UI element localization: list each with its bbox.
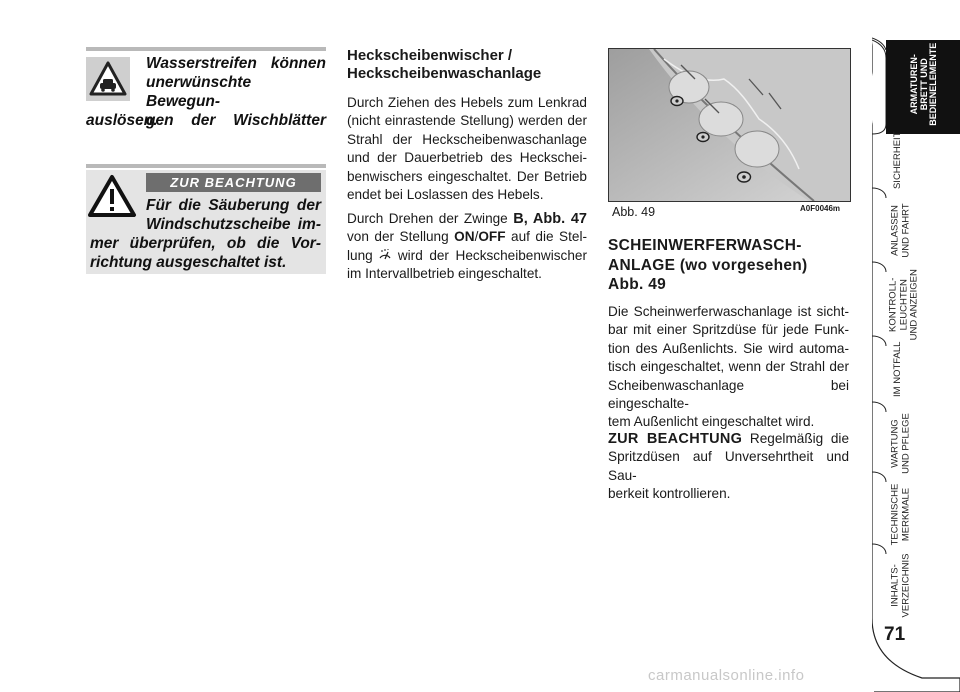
caution-line-1: Wasserstreifen können [146,55,326,72]
figure-label: Abb. 49 [612,205,656,219]
rear-para2-line-2 [347,228,587,246]
caution-line-4: auslösen. [86,112,158,129]
tab-armaturenbrett[interactable]: ARMATUREN- BRETT UND BEDIENELEMENTE [908,42,938,126]
hw-heading-2: ANLAGE (wo vorgesehen) [608,256,808,274]
hw-note-line-1 [608,430,849,448]
rear-para1-line-6: endet bei Loslassen des Hebels. [347,187,544,203]
on-label: ON [454,229,475,245]
skidding-car-icon [86,57,130,101]
rear-para1-line-4: und der Dauerbetrieb des Heckschei- [347,150,587,166]
hw-para-line-5: Scheibenwaschanlage bei eingeschalte- [608,377,849,412]
warning-text-wide [90,234,321,272]
chapter-sidebar [872,0,960,692]
warning-top-rule [86,164,326,168]
hw-para-line-2: bar mit einer Spritzdüse für jede Funk- [608,322,849,338]
headlight-washer-para [608,303,849,432]
hw-para-line-6: tem Außenlicht eingeschaltet wird. [608,414,815,430]
rear-para2-ref: B, Abb. 47 [513,211,587,227]
headlight-washer-note [608,430,849,504]
watermark-text: carmanualsonline.info [648,667,805,684]
rear-wiper-heading-1: Heckscheibenwischer / [347,47,513,64]
rear-para2-l2-rest: auf die Stel- [505,229,587,245]
hw-heading-3: Abb. 49 [608,276,667,293]
warning-header: ZUR BEACHTUNG [146,173,321,192]
tab-inhaltsverzeichnis[interactable]: INHALTS- VERZEICHNIS [889,553,911,618]
rear-para2-line-3 [347,247,587,265]
caution-top-rule [86,47,326,51]
warning-line-2: Windschutzscheibe im- [146,216,321,233]
tab-im-notfall[interactable]: IM NOTFALL [891,341,903,397]
rear-wiper-heading [347,47,587,83]
rear-para1-line-3: Strahl der Heckscheibenwaschanlage [347,131,587,147]
rear-wiper-heading-2: Heckscheibenwaschanlage [347,65,542,82]
caution-line-2: unerwünschte Bewegun- [146,74,252,110]
figure-headlight-washer [608,48,851,202]
rear-wiper-para-2 [347,210,587,284]
warning-line-4: richtung ausgeschaltet ist. [90,254,287,271]
rear-para1-line-5: benwischers eingeschaltet. Der Betrieb [347,168,587,184]
rear-wiper-para-1 [347,94,587,204]
tab-technische-merkmale[interactable]: TECHNISCHE MERKMALE [889,483,911,546]
rear-para2-l2-text: von der Stellung [347,229,455,245]
warning-line-1: Für die Säuberung der [146,197,321,214]
headlight-washer-heading [608,236,849,295]
tab-sicherheit[interactable]: SICHERHEIT [891,131,903,190]
hw-note-text-1: Regelmäßig die [749,431,850,446]
off-label: OFF [478,229,506,245]
rear-para2-l3-rest: wird der Heckscheibenwischer [391,247,587,263]
rear-para2-line-1 [347,210,587,228]
caution-text [146,54,326,130]
hw-note-line-3: berkeit kontrollieren. [608,486,731,502]
rear-para2-l3-text: lung [347,247,380,263]
hw-note-bold: ZUR BEACHTUNG [608,431,743,447]
tab-wartung-und-pflege[interactable]: WARTUNG UND PFLEGE [889,413,911,474]
on-off-slash: / [474,229,479,245]
rear-para1-line-2: (nicht einrastende Stellung) werden der [347,113,587,129]
warning-text [146,196,321,234]
interval-wiper-icon [379,248,391,260]
warning-triangle-icon [86,173,138,219]
tab-kontrollleuchten[interactable]: KONTROLL- LEUCHTEN UND ANZEIGEN [887,269,920,341]
caution-line-3: gen der Wischblätter [146,112,326,129]
warning-line-3: mer überprüfen, ob die Vor- [90,235,321,252]
rear-para2-l1-text: Durch Drehen der Zwinge [347,211,514,226]
tab-anlassen-und-fahrt[interactable]: ANLASSEN UND FAHRT [889,203,911,258]
hw-para-line-3: tion des Außenlichts. Sie wird automa- [608,340,849,356]
rear-para2-line-4: im Intervallbetrieb eingeschaltet. [347,266,542,282]
hw-heading-1: SCHEINWERFERWASCH- [608,237,802,254]
page-number: 71 [884,624,906,645]
hw-para-line-4: tisch eingeschaltet, wenn der Strahl der [608,359,849,375]
hw-note-line-2: Spritzdüsen auf Unversehrtheit und Sau- [608,449,849,483]
hw-para-line-1: Die Scheinwerferwaschanlage ist sicht- [608,304,849,319]
figure-code: A0F0046m [800,204,841,213]
rear-para1-line-1: Durch Ziehen des Hebels zum Lenkrad [347,95,587,110]
